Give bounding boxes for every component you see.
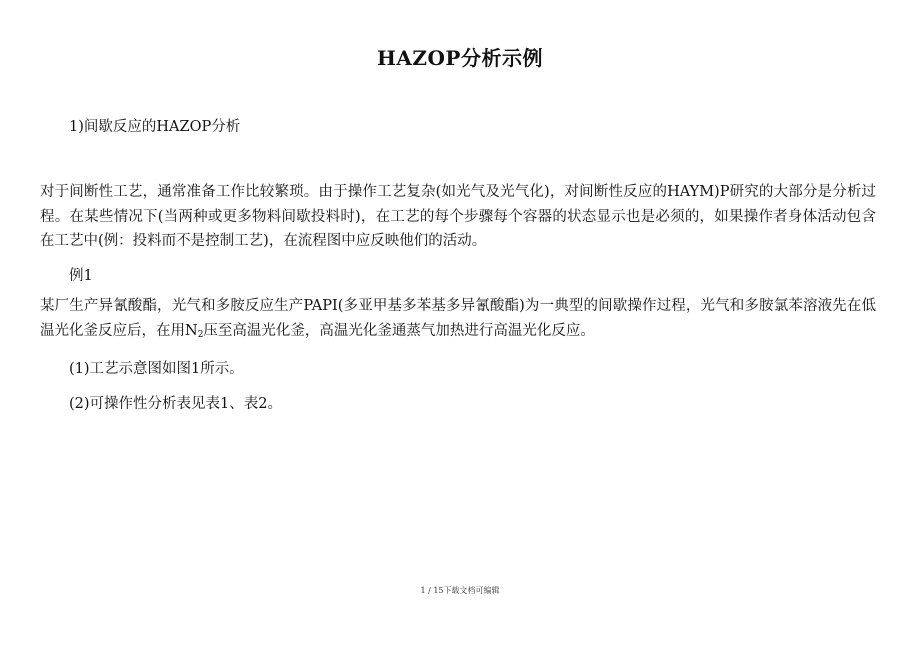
page-footer: 1 / 15下载文档可编辑 (420, 586, 500, 595)
nitrogen-subscript: 2 (197, 329, 204, 340)
example-label: 例1 (69, 267, 93, 284)
paragraph-intro: 对于间断性工艺，通常准备工作比较繁琐。由于操作工艺复杂(如光气及光气化)，对间断性反应的HAYM)P研究的大部分是分析过程。在某些情况下(当两种或更多物料间歇投料时)，在工艺的每个步骤每个容器的状态显示也是必须的，如果操作者身体活动包含在工艺中(例：投料而不是控制工艺)，在流程图中应反映他们的活动。 (40, 184, 876, 249)
list-item-operability-table: (2)可操作性分析表见表1、表2。 (69, 395, 282, 412)
paragraph-example-text-b: 压至高温光化釜，高温光化釜通蒸气加热进行高温光化反应。 (203, 322, 595, 339)
document-body (40, 180, 876, 416)
list-item-process-diagram: (1)工艺示意图如图1所示。 (69, 361, 244, 377)
document-title: HAZOP分析示例 (377, 46, 543, 70)
paragraph-example-text-a: 某厂生产异氰酸酯，光气和多胺反应生产PAPI(多亚甲基多苯基多异氰酸酯)为一典型的间歇操作过程，光气和多胺氯苯溶液先在低温光化釜反应后，在用N (40, 298, 876, 339)
section-heading: 1)间歇反应的HAZOP分析 (69, 119, 241, 135)
paragraph-example (40, 294, 876, 347)
